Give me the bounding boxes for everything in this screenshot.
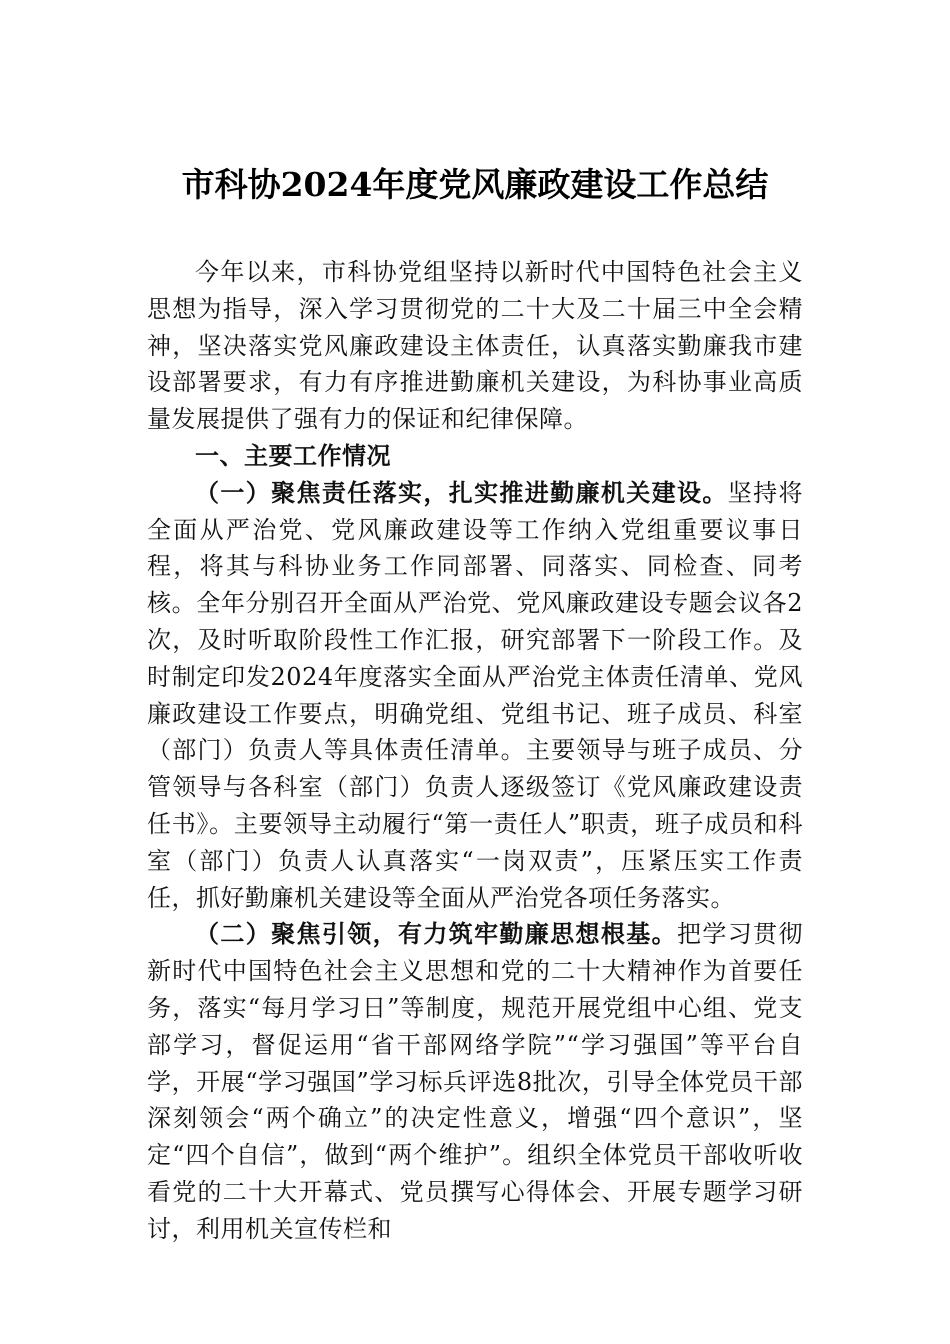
item-2-body: 把学习贯彻新时代中国特色社会主义思想和党的二十大精神作为首要任务，落实“每月学习日”等制度，规范开展党组中心组、党支部学习，督促运用“省干部网络学院”“学习强国”等平台自学，开展“学习强国”学习标兵评选8批次，引导全体党员干部深刻领会“两个确立”的决定性意义，增强“四个意识”，坚定“四个自信”，做到“两个维护”。组织全体党员干部收听收看党的二十大开幕式、党员撰写心得体会、开展专题学习研讨，利用机关宣传栏和 (147, 920, 804, 1243)
paragraph-item-2 (147, 916, 803, 1247)
item-2-heading: （二）聚焦引领，有力筑牢勤廉思想根基。 (195, 919, 678, 949)
section-heading-main-work: 一、主要工作情况 (195, 441, 391, 470)
item-1-heading: （一）聚焦责任落实，扎实推进勤廉机关建设。 (195, 477, 728, 507)
intro-paragraph: 今年以来，市科协党组坚持以新时代中国特色社会主义思想为指导，深入学习贯彻党的二十大及二十届三中全会精神，坚决落实党风廉政建设主体责任，认真落实勤廉我市建设部署要求，有力有序推进勤廉机关建设，为科协事业高质量发展提供了强有力的保证和纪律保障。 (147, 258, 803, 434)
paragraph-item-1 (147, 475, 803, 917)
item-1-body: 坚持将全面从严治党、党风廉政建设等工作纳入党组重要议事日程，将其与科协业务工作同部署、同落实、同检查、同考核。全年分别召开全面从严治党、党风廉政建设专题会议各2次，及时听取阶段性工作汇报，研究部署下一阶段工作。及时制定印发2024年度落实全面从严治党主体责任清单、党风廉政建设工作要点，明确党组、党组书记、班子成员、科室（部门）负责人等具体责任清单。主要领导与班子成员、分管领导与各科室（部门）负责人逐级签订《党风廉政建设责任书》。主要领导主动履行“第一责任人”职责，班子成员和科室（部门）负责人认真落实“一岗双责”，压紧压实工作责任，抓好勤廉机关建设等全面从严治党各项任务落实。 (147, 478, 804, 912)
document-title: 市科协2024年度党风廉政建设工作总结 (181, 165, 769, 204)
document-body (147, 254, 803, 1248)
